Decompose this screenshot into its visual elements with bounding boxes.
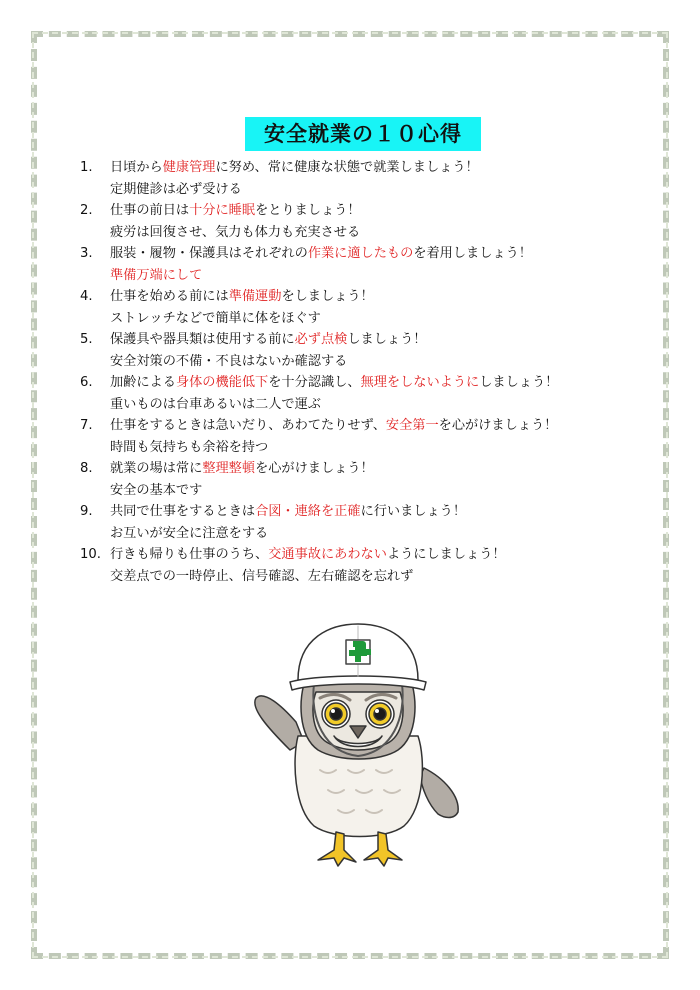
item-number: 5. <box>80 332 93 347</box>
item-number: 3. <box>80 246 93 261</box>
highlight-text: 整理整頓 <box>202 461 256 476</box>
highlight-text: 交通事故にあわない <box>268 547 387 562</box>
item-subtext: 定期健診は必ず受ける <box>110 182 242 197</box>
list-item: 6. 加齢による身体の機能低下を十分認識し、無理をしないようにしましょう！ 重いものは台車あるいは二人で運ぶ <box>80 372 670 415</box>
owl-foot-right <box>364 832 402 866</box>
list-item: 3. 服装・履物・保護具はそれぞれの作業に適したものを着用しましょう！ 準備万端にして <box>80 243 670 286</box>
item-number: 7. <box>80 418 93 433</box>
rules-list <box>80 157 670 587</box>
item-subtext: 準備万端にして <box>110 268 203 283</box>
item-subtext: 安全の基本です <box>110 483 203 498</box>
owl-mascot-illustration <box>238 618 478 873</box>
item-number: 8. <box>80 461 93 476</box>
highlight-text: 健康管理 <box>162 160 216 175</box>
item-subtext: 時間も気持ちも余裕を持つ <box>110 440 269 455</box>
list-item: 7. 仕事をするときは急いだり、あわてたりせず、安全第一を心がけましょう！ 時間も気持ちも余裕を持つ <box>80 415 670 458</box>
list-item: 8. 就業の場は常に整理整頓を心がけましょう！ 安全の基本です <box>80 458 670 501</box>
item-number: 2. <box>80 203 93 218</box>
highlight-text: 身体の機能低下 <box>175 375 269 390</box>
list-item: 1. 日頃から健康管理に努め、常に健康な状態で就業しましょう！ 定期健診は必ず受ける <box>80 157 670 200</box>
owl-foot-left <box>318 832 356 866</box>
highlight-text: 安全第一 <box>385 418 439 433</box>
list-item: 10. 行きも帰りも仕事のうち、交通事故にあわないようにしましょう！ 交差点での一時停止、信号確認、左右確認を忘れず <box>80 544 670 587</box>
item-number: 6. <box>80 375 93 390</box>
item-subtext: 疲労は回復させ、気力も体力も充実させる <box>110 225 361 240</box>
list-item: 5. 保護具や器具類は使用する前に必ず点検しましょう！ 安全対策の不備・不良はないか確認する <box>80 329 670 372</box>
list-item: 9. 共同で仕事をするときは合図・連絡を正確に行いましょう！ お互いが安全に注意をする <box>80 501 670 544</box>
item-subtext: お互いが安全に注意をする <box>110 526 269 541</box>
highlight-text: 準備運動 <box>228 289 282 304</box>
owl-wing-right <box>420 768 458 818</box>
item-subtext: 交差点での一時停止、信号確認、左右確認を忘れず <box>110 569 414 584</box>
highlight-text: 作業に適したもの <box>307 246 414 261</box>
highlight-text: 十分に睡眠 <box>189 203 256 218</box>
item-number: 9. <box>80 504 93 519</box>
page-title: 安全就業の１０心得 <box>245 117 481 151</box>
item-subtext: 重いものは台車あるいは二人で運ぶ <box>110 397 321 412</box>
item-number: 4. <box>80 289 93 304</box>
highlight-text: 必ず点検 <box>294 332 348 347</box>
highlight-text: 合図・連絡を正確 <box>255 504 361 519</box>
item-number: 10. <box>80 547 101 562</box>
list-item: 4. 仕事を始める前には準備運動をしましょう！ ストレッチなどで簡単に体をほぐす <box>80 286 670 329</box>
item-subtext: 安全対策の不備・不良はないか確認する <box>110 354 348 369</box>
list-item: 2. 仕事の前日は十分に睡眠をとりましょう！ 疲労は回復させ、気力も体力も充実させる <box>80 200 670 243</box>
highlight-text: 無理をしないように <box>360 375 480 390</box>
item-number: 1. <box>80 160 93 175</box>
item-subtext: ストレッチなどで簡単に体をほぐす <box>110 311 321 326</box>
